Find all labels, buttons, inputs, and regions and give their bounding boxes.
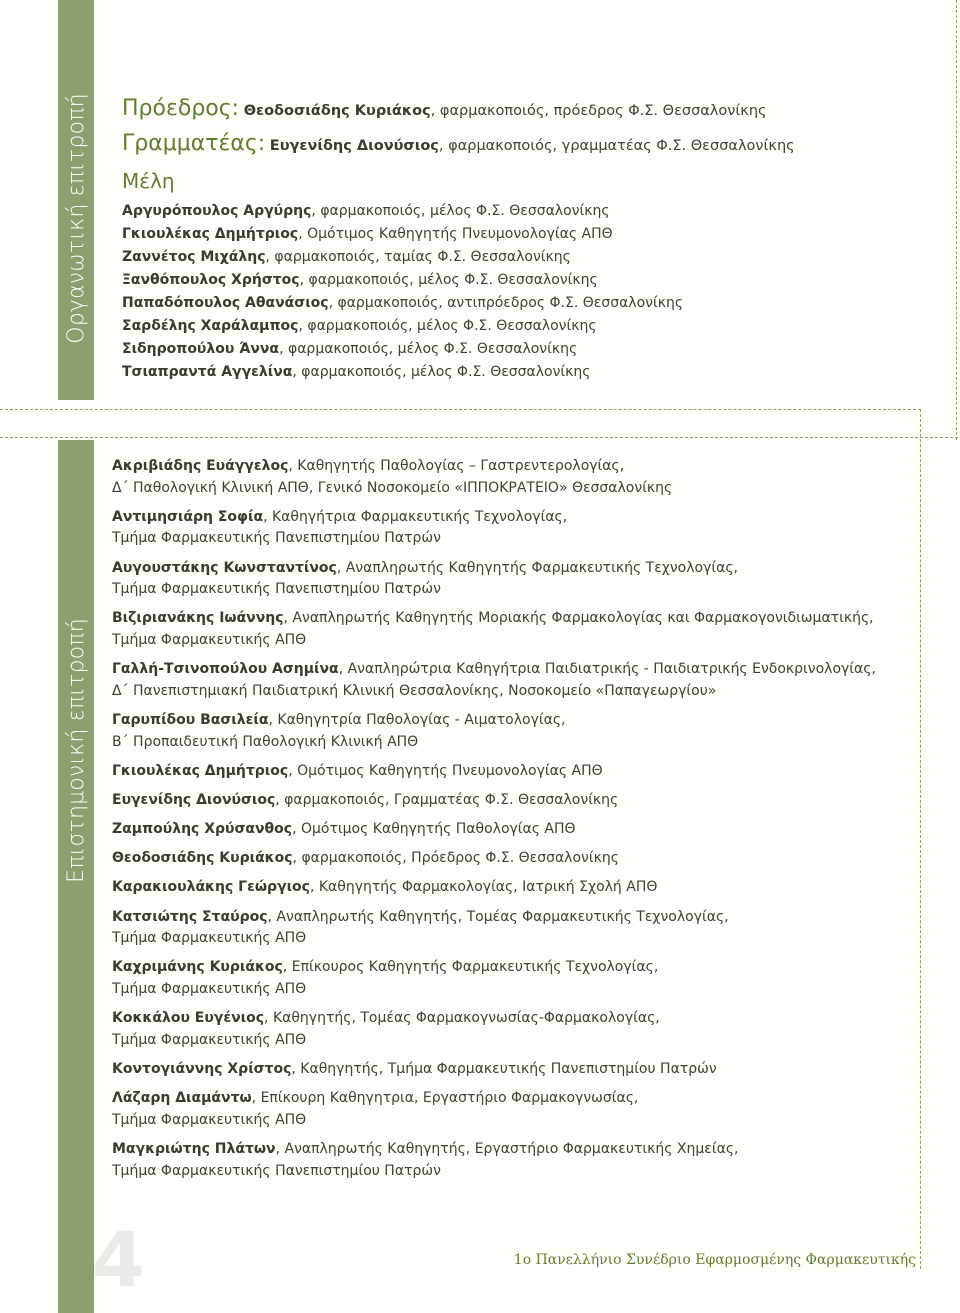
list-item	[122, 269, 922, 292]
member-name: Ζαννέτος Μιχάλης	[122, 249, 266, 265]
list-item	[112, 1088, 912, 1131]
member-name: Μαγκριώτης Πλάτων	[112, 1140, 276, 1157]
member-details: , Επίκουρη Καθηγητρια, Εργαστήριο Φαρμακογνωσίας,	[251, 1090, 639, 1107]
member-name: Θεοδοσιάδης Κυριάκος	[112, 850, 293, 867]
member-details: , φαρμακοποιός, αντιπρόεδρος Φ.Σ. Θεσσαλονίκης	[328, 295, 684, 311]
member-name: Λάζαρη Διαμάντω	[112, 1090, 252, 1107]
member-details: , φαρμακοποιός, μέλος Φ.Σ. Θεσσαλονίκης	[299, 272, 598, 288]
member-details: , φαρμακοποιός, Πρόεδρος Φ.Σ. Θεσσαλονίκης	[292, 850, 619, 867]
member-name: Κατσιώτης Σταύρος	[112, 908, 268, 925]
member-line	[112, 848, 912, 870]
section-divider-upper	[0, 409, 921, 410]
member-name: Ευγενίδης Διονύσιος	[112, 791, 276, 808]
list-item	[112, 877, 912, 899]
member-details: , Καθηγητρία Παθολογίας - Αιματολογίας,	[268, 711, 566, 728]
members-title: Μέλη	[122, 169, 175, 193]
member-line	[112, 1059, 912, 1081]
member-name: Βιζιριανάκης Ιωάννης	[112, 610, 284, 627]
list-item	[112, 848, 912, 870]
member-details: , Καθηγητής Φαρμακολογίας, Ιατρική Σχολή ΑΠΘ	[309, 879, 658, 896]
right-dashed-border	[956, 0, 957, 440]
list-item	[112, 558, 912, 601]
president-details: , φαρμακοποιός, πρόεδρος Φ.Σ. Θεσσαλονίκης	[430, 103, 767, 119]
member-affiliation: Τμήμα Φαρμακευτικής Πανεπιστημίου Πατρών	[112, 530, 441, 547]
list-item	[112, 1059, 912, 1081]
member-line	[112, 1088, 912, 1110]
member-affiliation: Τμήμα Φαρμακευτικής ΑΠΘ	[112, 981, 307, 997]
member-name: Αυγουστάκης Κωνσταντίνος	[112, 559, 337, 576]
member-details: , φαρμακοποιός, μέλος Φ.Σ. Θεσσαλονίκης	[311, 203, 610, 219]
member-affiliation: Δ΄ Παθολογική Κλινική ΑΠΘ, Γενικό Νοσοκομείο «ΙΠΠΟΚΡΑΤΕΙΟ» Θεσσαλονίκης	[112, 479, 673, 496]
member-affiliation: Τμήμα Φαρμακευτικής Πανεπιστημίου Πατρών	[112, 1162, 441, 1179]
member-name: Αργυρόπουλος Αργύρης	[122, 203, 312, 219]
president-name: Θεοδοσιάδης Κυριάκος	[243, 103, 431, 119]
member-line	[112, 710, 912, 732]
member-affiliation: Τμήμα Φαρμακευτικής Πανεπιστημίου Πατρών	[112, 581, 441, 598]
member-name: Ακριβιάδης Ευάγγελος	[112, 458, 289, 474]
member-details: , Καθηγήτρια Φαρμακευτικής Τεχνολογίας,	[263, 508, 568, 525]
president-title: Πρόεδρος:	[122, 96, 240, 121]
member-line	[112, 907, 912, 929]
member-name: Σιδηροπούλου Άννα	[122, 341, 280, 357]
list-item	[112, 710, 912, 753]
member-name: Κοκκάλου Ευγένιος	[112, 1010, 265, 1027]
section-divider-lower	[0, 437, 958, 438]
member-details: , Καθηγητής Παθολογίας – Γαστρεντερολογίας,	[288, 458, 625, 474]
member-details: , φαρμακοποιός, ταμίας Φ.Σ. Θεσσαλονίκης	[265, 249, 571, 265]
organizing-committee-label: Οργανωτική επιτροπή	[63, 92, 89, 344]
organizing-committee	[122, 92, 922, 384]
member-line	[112, 819, 912, 841]
organizing-members-list	[122, 200, 922, 384]
member-line	[112, 1008, 912, 1030]
member-affiliation: Τμήμα Φαρμακευτικής ΑΠΘ	[112, 1031, 307, 1048]
member-line	[112, 761, 912, 783]
list-item	[122, 361, 922, 384]
member-details: , Αναπληρώτρια Καθηγήτρια Παιδιατρικής - Παιδιατρικής Ενδοκρινολογίας,	[338, 661, 876, 678]
list-item	[122, 200, 922, 223]
member-details: , Καθηγητής, Τμήμα Φαρμακευτικής Πανεπιστημίου Πατρών	[291, 1060, 717, 1077]
list-item	[112, 957, 912, 1000]
member-line	[112, 790, 912, 812]
member-details: , Επίκουρος Καθηγητής Φαρμακευτικής Τεχνολογίας,	[282, 959, 659, 976]
member-line	[112, 1139, 912, 1161]
member-line	[112, 957, 912, 979]
president-line	[122, 92, 922, 128]
member-affiliation: Δ΄ Πανεπιστημιακή Παιδιατρική Κλινική Θεσσαλονίκης, Νοσοκομείο «Παπαγεωργίου»	[112, 682, 717, 699]
member-details: , Αναπληρωτής Καθηγητής, Τομέας Φαρμακευτικής Τεχνολογίας,	[267, 908, 729, 925]
member-line	[112, 507, 912, 529]
member-name: Παπαδόπουλος Αθανάσιος	[122, 295, 329, 311]
member-name: Κοντογιάννης Χρίστος	[112, 1060, 292, 1077]
list-item	[112, 507, 912, 550]
list-item	[112, 790, 912, 812]
member-details: , φαρμακοποιός, Γραμματέας Φ.Σ. Θεσσαλονίκης	[275, 791, 619, 808]
list-item	[122, 223, 922, 246]
list-item	[112, 761, 912, 783]
secretary-details: , φαρμακοποιός, γραμματέας Φ.Σ. Θεσσαλονίκης	[438, 138, 795, 154]
scientific-members-list	[112, 456, 912, 1190]
member-affiliation: Τμήμα Φαρμακευτικής ΑΠΘ	[112, 930, 307, 947]
member-line	[112, 456, 912, 478]
member-line	[112, 608, 912, 630]
list-item	[112, 1139, 912, 1182]
member-details: , φαρμακοποιός, μέλος Φ.Σ. Θεσσαλονίκης	[298, 318, 597, 334]
inner-dashed-border	[920, 409, 921, 1269]
list-item	[112, 608, 912, 651]
member-details: , Αναπληρωτής Καθηγητής Φαρμακευτικής Τεχνολογίας,	[336, 559, 739, 576]
list-item	[112, 907, 912, 950]
list-item	[122, 338, 922, 361]
member-details: , Καθηγητής, Τομέας Φαρμακογνωσίας-Φαρμακολογίας,	[264, 1010, 660, 1027]
member-details: , φαρμακοποιός, μέλος Φ.Σ. Θεσσαλονίκης	[292, 364, 591, 380]
member-affiliation: Β΄ Προπαιδευτική Παθολογική Κλινική ΑΠΘ	[112, 733, 419, 750]
list-item	[112, 456, 912, 499]
member-name: Τσιαπραντά Αγγελίνα	[122, 364, 293, 380]
member-name: Ξανθόπουλος Χρήστος	[122, 272, 300, 288]
member-line	[112, 659, 912, 681]
member-details: , Αναπληρωτής Καθηγητής, Εργαστήριο Φαρμακευτικής Χημείας,	[275, 1140, 739, 1157]
member-details: , φαρμακοποιός, μέλος Φ.Σ. Θεσσαλονίκης	[279, 341, 578, 357]
secretary-name: Ευγενίδης Διονύσιος	[269, 138, 439, 154]
member-details: , Ομότιμος Καθηγητής Πνευμονολογίας ΑΠΘ	[288, 762, 603, 779]
member-name: Γαρυπίδου Βασιλεία	[112, 711, 269, 728]
list-item	[122, 246, 922, 269]
list-item	[112, 1008, 912, 1051]
list-item	[112, 819, 912, 841]
member-name: Σαρδέλης Χαράλαμπος	[122, 318, 299, 334]
secretary-title: Γραμματέας:	[122, 131, 266, 156]
member-affiliation: Τμήμα Φαρμακευτικής ΑΠΘ	[112, 1111, 307, 1128]
list-item	[122, 315, 922, 338]
member-name: Ζαμπούλης Χρύσανθος	[112, 821, 293, 838]
footer-conference-title: 1ο Πανελλήνιο Συνέδριο Εφαρμοσμένης Φαρμακευτικής	[513, 1252, 916, 1268]
member-name: Γκιουλέκας Δημήτριος	[122, 226, 299, 242]
list-item	[122, 292, 922, 315]
member-line	[112, 558, 912, 580]
page-number: 4	[92, 1215, 145, 1304]
member-affiliation: Τμήμα Φαρμακευτικής ΑΠΘ	[112, 631, 307, 648]
scientific-committee-label: Επιστημονική επιτροπή	[63, 617, 89, 883]
member-name: Καρακιουλάκης Γεώργιος	[112, 879, 310, 896]
member-name: Γαλλή-Τσινοπούλου Ασημίνα	[112, 661, 339, 678]
member-details: , Ομότιμος Καθηγητής Πνευμονολογίας ΑΠΘ	[298, 226, 613, 242]
list-item	[112, 659, 912, 702]
member-name: Γκιουλέκας Δημήτριος	[112, 762, 289, 779]
member-name: Αντιμησιάρη Σοφία	[112, 508, 264, 525]
member-details: , Αναπληρωτής Καθηγητής Μοριακής Φαρμακολογίας και Φαρμακογονιδιωματικής,	[283, 610, 874, 627]
member-name: Καχριμάνης Κυριάκος	[112, 959, 283, 976]
secretary-line	[122, 128, 922, 162]
member-line	[112, 877, 912, 899]
member-details: , Ομότιμος Καθηγητής Παθολογίας ΑΠΘ	[292, 821, 576, 838]
